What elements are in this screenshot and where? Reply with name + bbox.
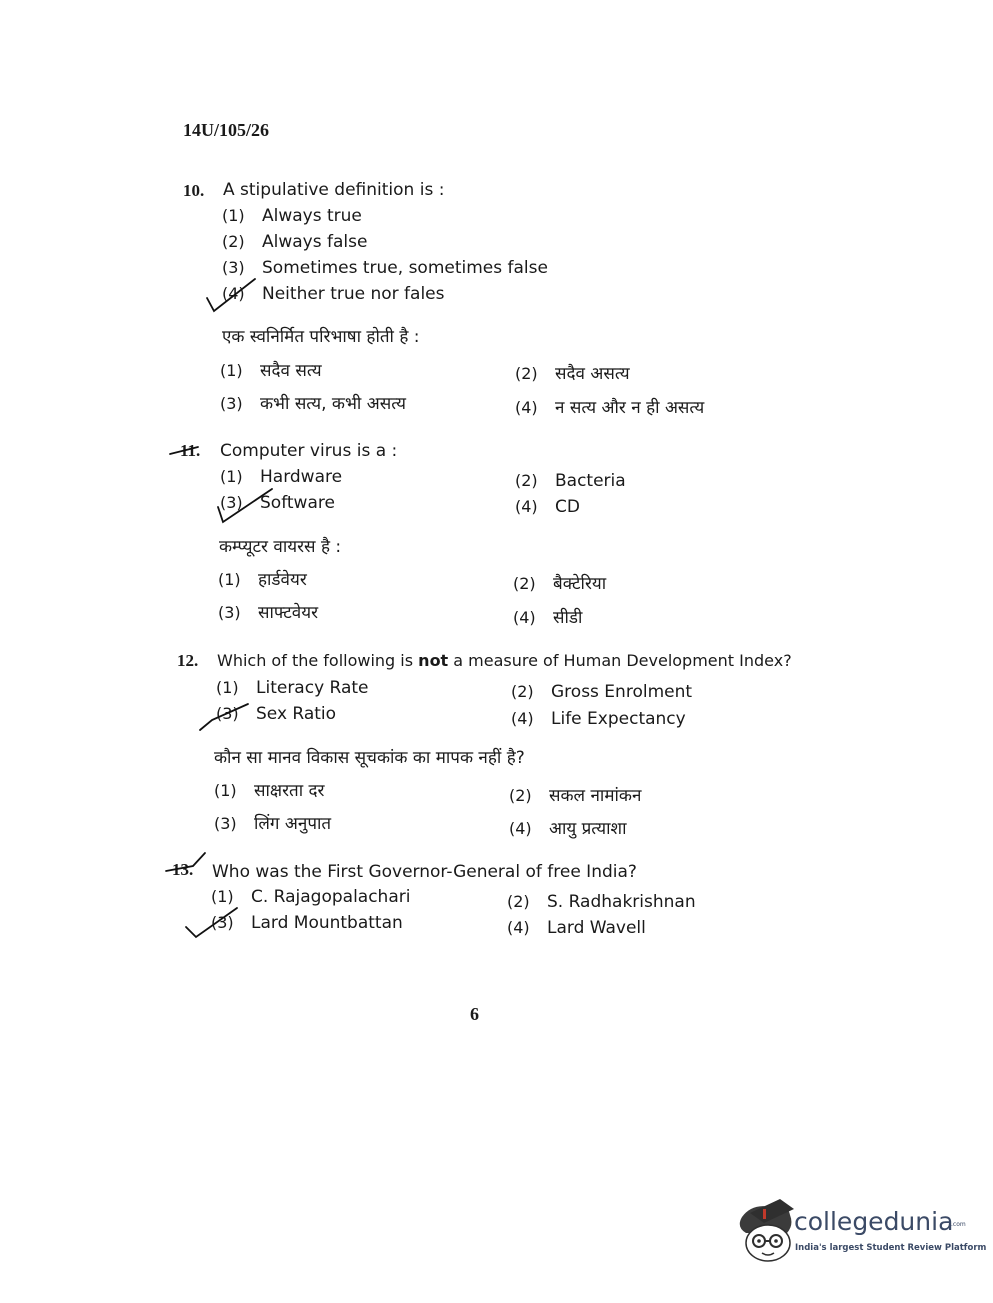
watermark-tagline: India's largest Student Review Platform [795, 1243, 987, 1253]
q10-option-4: (4) Neither true nor fales [222, 284, 445, 304]
question-12-text: Which of the following is not a measure of Human Development Index? [217, 651, 792, 670]
question-12-number: 12. [177, 651, 199, 670]
question-13-number: 13. [172, 860, 194, 879]
paper-code: 14U/105/26 [183, 120, 270, 140]
q12-hindi-option-2: (2) सकल नामांकन [509, 786, 642, 806]
page-number: 6 [470, 1004, 479, 1024]
q10-hindi-option-2: (2) सदैव असत्य [515, 364, 630, 384]
q10-hindi-option-4: (4) न सत्य और न ही असत्य [515, 398, 705, 418]
q10-option-2: (2) Always false [222, 232, 368, 252]
q13-option-2: (2) S. Radhakrishnan [507, 892, 696, 912]
q12-option-4: (4) Life Expectancy [511, 709, 686, 729]
q12-option-2: (2) Gross Enrolment [511, 682, 693, 702]
question-10-number: 10. [183, 181, 205, 200]
q12-option-3: (3) Sex Ratio [216, 704, 337, 724]
q12-hindi-option-4: (4) आयु प्रत्याशा [509, 819, 627, 839]
q12-option-1: (1) Literacy Rate [216, 678, 369, 698]
question-11-hindi-text: कम्प्यूटर वायरस है : [219, 537, 342, 557]
question-11-number: 11. [180, 441, 201, 460]
watermark-domain-suffix: .com [951, 1221, 966, 1228]
question-10-text: A stipulative definition is : [223, 180, 445, 200]
q12-hindi-option-3: (3) लिंग अनुपात [214, 814, 332, 834]
question-11-text: Computer virus is a : [220, 441, 398, 461]
q10-hindi-option-1: (1) सदैव सत्य [220, 361, 322, 381]
q11-option-2: (2) Bacteria [515, 471, 626, 491]
watermark-brand-name: collegedunia [794, 1207, 954, 1236]
q11-hindi-option-4: (4) सीडी [513, 608, 583, 628]
q10-hindi-option-3: (3) कभी सत्य, कभी असत्य [220, 394, 406, 414]
q11-option-3: (3) Software [220, 493, 335, 513]
q12-hindi-option-1: (1) साक्षरता दर [214, 781, 325, 801]
q10-option-1: (1) Always true [222, 206, 362, 226]
question-10-hindi-text: एक स्वनिर्मित परिभाषा होती है : [222, 327, 420, 347]
q11-hindi-option-1: (1) हार्डवेयर [218, 570, 307, 590]
q11-option-4: (4) CD [515, 497, 580, 517]
question-12-hindi-text: कौन सा मानव विकास सूचकांक का मापक नहीं है? [214, 748, 525, 768]
q11-hindi-option-2: (2) बैक्टेरिया [513, 574, 607, 594]
q13-option-3: (3) Lard Mountbattan [211, 913, 403, 933]
q13-option-4: (4) Lard Wavell [507, 918, 646, 938]
q11-hindi-option-3: (3) साफ्टवेयर [218, 603, 319, 623]
q11-option-1: (1) Hardware [220, 467, 343, 487]
q13-option-1: (1) C. Rajagopalachari [211, 887, 411, 907]
question-13-text: Who was the First Governor-General of free India? [212, 862, 637, 882]
q10-option-3: (3) Sometimes true, sometimes false [222, 258, 548, 278]
